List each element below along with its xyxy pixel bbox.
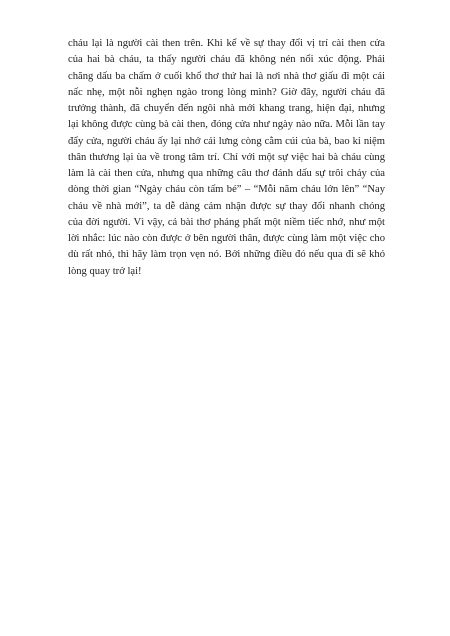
- text-line: dòng thời gian “Ngày cháu còn tấm bé” – “Mỗi năm cháu lớn lên” “Nay: [68, 184, 385, 196]
- text-line: chăng dấu ba chấm ở cuối khổ thơ thứ hai là nơi nhà thơ giấu đi một cái: [68, 70, 385, 82]
- text-line: lại không được cùng bà cài then, đóng cửa như ngày nào nữa. Mỗi lần tay: [68, 119, 385, 131]
- text-line: làm là cài then cửa, nhưng qua những câu thơ đánh dấu sự trôi chảy của: [68, 168, 385, 179]
- text-line: đẩy cửa, người cháu ấy lại nhớ cái lưng còng cằm cúi của bà, bao kỉ niệm: [68, 135, 385, 147]
- text-line: nấc nhẹ, một nỗi nghẹn ngào trong lòng mình? Giờ đây, người cháu đã: [68, 86, 385, 98]
- text-line: trưởng thành, đã chuyển đến ngôi nhà mới khang trang, hiện đại, nhưng: [68, 103, 385, 114]
- text-line: cháu lại là người cài then trên. Khi kể về sự thay đổi vị trí cài then cửa: [68, 38, 385, 49]
- text-line: thân thương lại ùa về trong tâm trí. Chỉ với một sự việc hai bà cháu cùng: [68, 151, 385, 163]
- text-line: của đời người. Vì vậy, cả bài thơ phảng phất một niềm tiếc nhớ, như một: [68, 216, 385, 228]
- text-line: cháu về nhà mới”, ta dễ dàng cảm nhận được sự thay đổi nhanh chóng: [68, 200, 385, 212]
- body-paragraph: [68, 36, 385, 280]
- text-line: lời nhắc: lúc nào còn được ở bên người thân, được cùng làm một việc cho: [68, 233, 385, 244]
- text-line: dù rất nhỏ, thì hãy làm trọn vẹn nó. Bởi những điều đó nếu qua đi sẽ khó: [68, 249, 385, 261]
- text-line: của hai bà cháu, ta thấy người cháu đã không nén nổi xúc động. Phải: [68, 54, 385, 66]
- text-line-last: lòng quay trở lại!: [68, 265, 142, 277]
